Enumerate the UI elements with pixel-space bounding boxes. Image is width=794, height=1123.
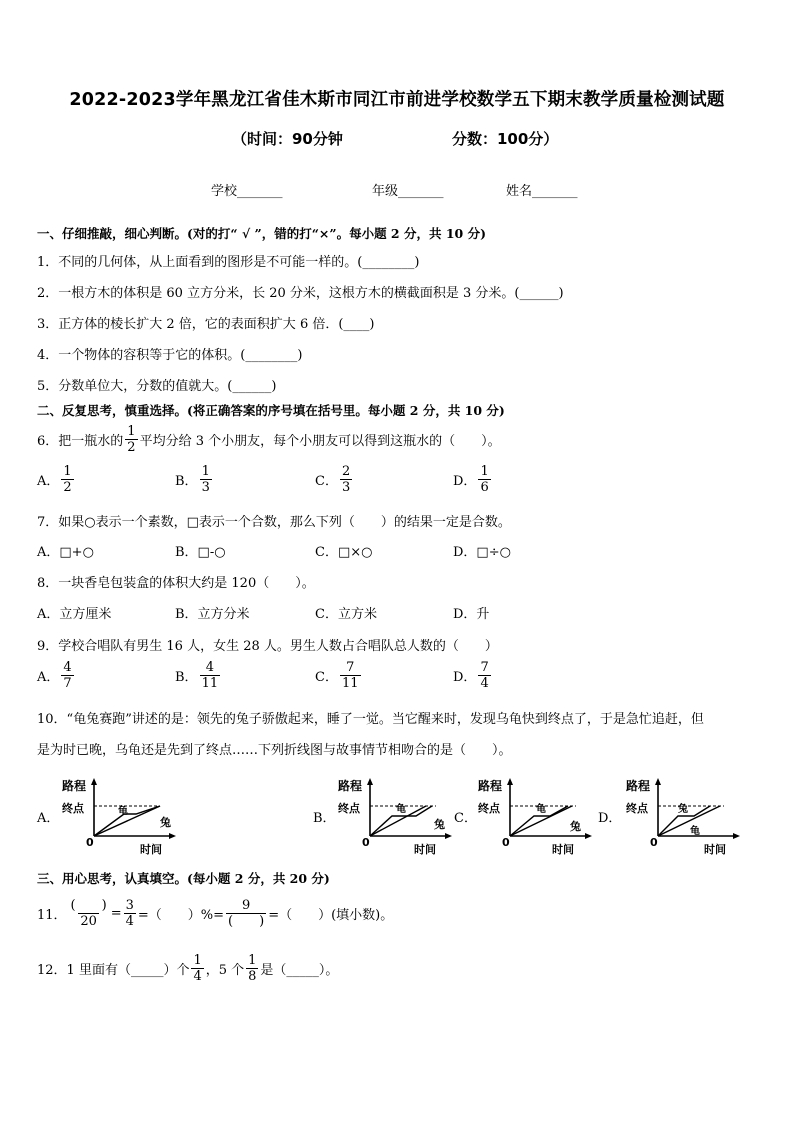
section1-heading: 一、仔细推敲，细心判断。(对的打“ √ ”，错的打“×”。每小题 2 分，共 10 分) (37, 226, 486, 241)
graph-c-x-label: 时间 (552, 843, 574, 856)
question-7: 7．如果○表示一个素数，□表示一个合数，那么下列（ ）的结果一定是合数。 (37, 515, 511, 530)
q6-suffix: 平均分给 3 个小朋友，每个小朋友可以得到这瓶水的（ ）。 (139, 434, 501, 449)
q9-option-a: A． $\frac{4}{7}$ (37, 660, 72, 691)
graph-c-turtle: 龟 (536, 804, 546, 815)
q10-graph-a (60, 776, 180, 856)
q9-option-c: C． $\frac{7}{11}$ (315, 660, 359, 691)
graph-c-end-label: 终点 (478, 802, 500, 815)
graph-a-end-label: 终点 (62, 802, 84, 815)
graph-b-y-label: 路程 (338, 779, 363, 793)
q10-option-d: D． (598, 811, 622, 826)
graph-d-rabbit: 兔 (678, 804, 688, 815)
graph-c-y-label: 路程 (478, 779, 503, 793)
graph-a-x-label: 时间 (140, 843, 162, 856)
graph-c-zero: 0 (502, 836, 510, 849)
question-10-line1: 10．“龟兔赛跑”讲述的是：领先的兔子骄傲起来，睡了一觉。当它醒来时，发现乌龟快到终点了，于是急忙追赶，但 (37, 712, 704, 727)
q7-option-c: C．□×○ (315, 545, 373, 560)
question-4: 4．一个物体的容积等于它的体积。(________) (37, 348, 303, 363)
section2-heading: 二、反复思考，慎重选择。(将正确答案的序号填在括号里。每小题 2 分，共 10 分) (37, 403, 505, 418)
q10-graph-c (476, 776, 596, 856)
q10-option-c: C． (454, 811, 477, 826)
q10-option-a: A． (37, 811, 60, 826)
question-1: 1．不同的几何体，从上面看到的图形是不可能一样的。(________) (37, 255, 420, 270)
q7-option-d: D．□÷○ (453, 545, 511, 560)
graph-a-zero: 0 (86, 836, 94, 849)
exam-title: 2022-2023学年黑龙江省佳木斯市同江市前进学校数学五下期末教学质量检测试题 (69, 90, 725, 110)
question-12: 12．1 里面有（_____）个 $\frac{1}{4}$ ，5 个 $\frac{1}{8}$ 是（_____）。 (37, 953, 339, 984)
question-5: 5．分数单位大，分数的值就大。(______) (37, 379, 277, 394)
question-9: 9．学校合唱队有男生 16 人，女生 28 人。男生人数占合唱队总人数的（ ） (37, 639, 498, 654)
graph-d-zero: 0 (650, 836, 658, 849)
q7-option-a: A．□+○ (37, 545, 94, 560)
graph-b-rabbit: 兔 (434, 818, 445, 831)
section3-heading: 三、用心思考，认真填空。(每小题 2 分，共 20 分) (37, 871, 330, 886)
q10-graph-b (336, 776, 456, 856)
graph-d-y-label: 路程 (626, 779, 651, 793)
graph-d-turtle: 龟 (690, 826, 700, 837)
graph-d-end-label: 终点 (626, 802, 648, 815)
q10-graph-d (624, 776, 744, 856)
q6-fraction: $\frac{1}{2}$ (127, 424, 136, 455)
question-10-line2: 是为时已晚，乌龟还是先到了终点……下列折线图与故事情节相吻合的是（ ）。 (37, 743, 512, 758)
q8-option-c: C．立方米 (315, 607, 377, 622)
q6-option-c: C． $\frac{2}{3}$ (315, 464, 351, 495)
q8-option-d: D．升 (453, 607, 490, 622)
graph-a-turtle: 龟 (118, 806, 128, 817)
q8-option-b: B．立方分米 (175, 607, 250, 622)
q9-option-d: D． $\frac{7}{4}$ (453, 660, 489, 691)
q9-option-b: B． $\frac{4}{11}$ (175, 660, 219, 691)
graph-b-turtle: 龟 (396, 804, 406, 815)
q6-option-a: A． $\frac{1}{2}$ (37, 464, 72, 495)
graph-d-x-label: 时间 (704, 843, 726, 856)
graph-c-rabbit: 兔 (570, 820, 581, 833)
question-2: 2．一根方木的体积是 60 立方分米，长 20 分米，这根方木的横截面积是 3 分米。(______) (37, 286, 564, 301)
q6-prefix: 6．把一瓶水的 (37, 434, 124, 449)
q6-option-b: B． $\frac{1}{3}$ (175, 464, 210, 495)
graph-b-x-label: 时间 (414, 843, 436, 856)
q7-option-b: B．□-○ (175, 545, 226, 560)
graph-a-rabbit: 兔 (160, 816, 171, 829)
question-8: 8．一块香皂包装盒的体积大约是 120（ ）。 (37, 576, 315, 591)
school-field: 学校_______ (211, 184, 283, 199)
question-11: 11． $\frac{( )}{20}$ = $\frac{3}{4}$ =（ ）%= $\frac{9}{( )}$ =（ ）(填小数)。 (37, 898, 394, 929)
exam-score: 分数：100分） (452, 130, 559, 148)
grade-field: 年级_______ (372, 184, 444, 199)
name-field: 姓名_______ (506, 184, 578, 199)
graph-b-zero: 0 (362, 836, 370, 849)
q8-option-a: A．立方厘米 (37, 607, 112, 622)
graph-b-end-label: 终点 (338, 802, 360, 815)
question-6 (37, 424, 501, 455)
question-3: 3．正方体的棱长扩大 2 倍，它的表面积扩大 6 倍．(____) (37, 317, 375, 332)
q6-option-d: D． $\frac{1}{6}$ (453, 464, 489, 495)
exam-time: （时间：90分钟 (232, 130, 343, 148)
graph-a-y-label: 路程 (62, 779, 87, 793)
q10-option-b: B． (313, 811, 336, 826)
